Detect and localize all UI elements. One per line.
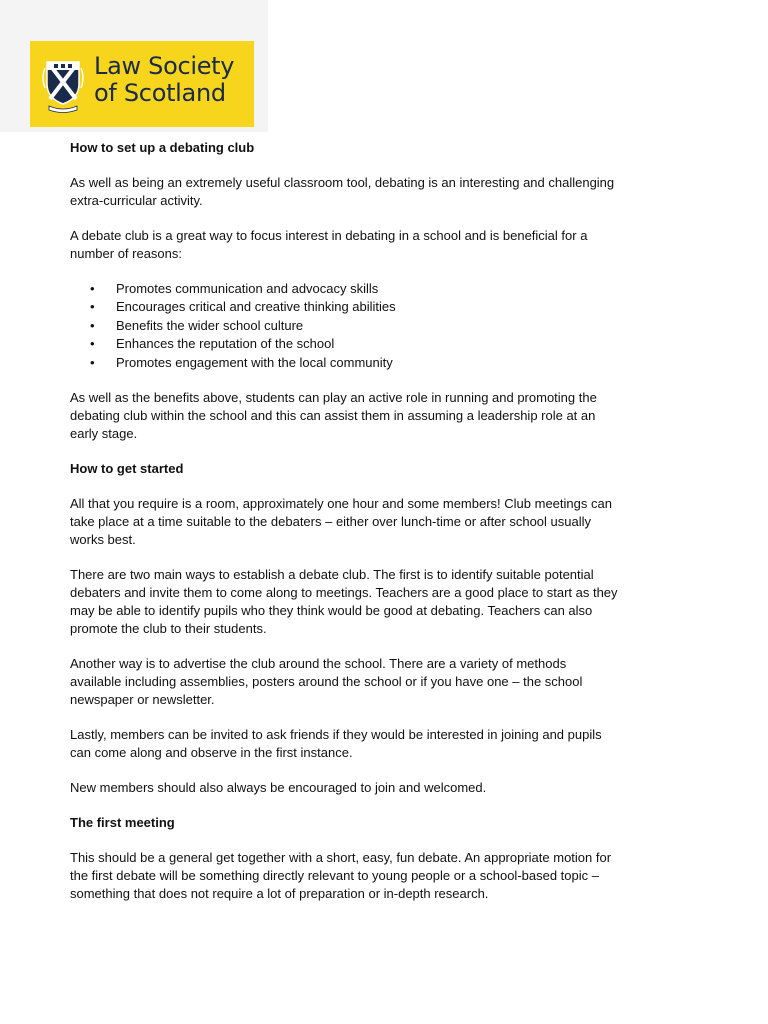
paragraph: Lastly, members can be invited to ask friends if they would be interested in joining and pupils can come along and observe in the first instance.	[70, 727, 602, 761]
logo-wordmark	[94, 53, 234, 107]
crest-icon	[41, 54, 85, 114]
section-heading: How to get started	[70, 461, 184, 477]
logo-line-1: Law Society	[94, 52, 235, 80]
document-body	[70, 139, 618, 920]
list-item	[90, 298, 618, 316]
bullet-icon: •	[90, 317, 95, 333]
bullet-icon: •	[90, 354, 95, 370]
list-item-text: Enhances the reputation of the school	[116, 336, 335, 352]
list-item	[90, 317, 618, 335]
reasons-list	[70, 280, 618, 372]
law-society-logo	[30, 41, 254, 127]
list-item-text: Encourages critical and creative thinking abilities	[116, 299, 396, 315]
paragraph: Another way is to advertise the club around the school. There are a variety of methods available including assemblies, posters around the school or if you have one – the school newspaper or newsletter.	[70, 656, 583, 708]
logo-line-2: of Scotland	[94, 79, 226, 107]
paragraph: A debate club is a great way to focus interest in debating in a school and is beneficial for a number of reasons:	[70, 228, 588, 261]
paragraph: This should be a general get together with a short, easy, fun debate. An appropriate motion for the first debate will be something directly relevant to young people or a school-based topic – something that does not require a lot of preparation or in-depth research.	[70, 850, 612, 902]
list-item	[90, 335, 618, 353]
paragraph: As well as being an extremely useful classroom tool, debating is an interesting and challenging extra-curricular activity.	[70, 175, 615, 208]
section-heading: How to set up a debating club	[70, 140, 255, 155]
paragraph: There are two main ways to establish a debate club. The first is to identify suitable potential debaters and invite them to come along to meetings. Teachers are a good place to start as they may be able to identify pupils who they think would be good at debating. Teachers can also promote the club to their students.	[70, 567, 618, 637]
paragraph: All that you require is a room, approximately one hour and some members! Club meetings can take place at a time suitable to the debaters – either over lunch-time or after school usually works best.	[70, 496, 612, 548]
section-heading: The first meeting	[70, 815, 175, 831]
paragraph: New members should also always be encouraged to join and welcomed.	[70, 780, 487, 796]
list-item	[90, 280, 618, 298]
list-item-text: Promotes communication and advocacy skills	[116, 281, 379, 296]
bullet-icon: •	[90, 299, 95, 315]
paragraph: As well as the benefits above, students can play an active role in running and promoting the debating club within the school and this can assist them in assuming a leadership role at an early stage.	[70, 390, 597, 442]
list-item	[90, 354, 618, 372]
list-item-text: Promotes engagement with the local community	[116, 354, 393, 370]
bullet-icon: •	[90, 281, 95, 296]
bullet-icon: •	[90, 336, 95, 352]
list-item-text: Benefits the wider school culture	[116, 317, 304, 333]
